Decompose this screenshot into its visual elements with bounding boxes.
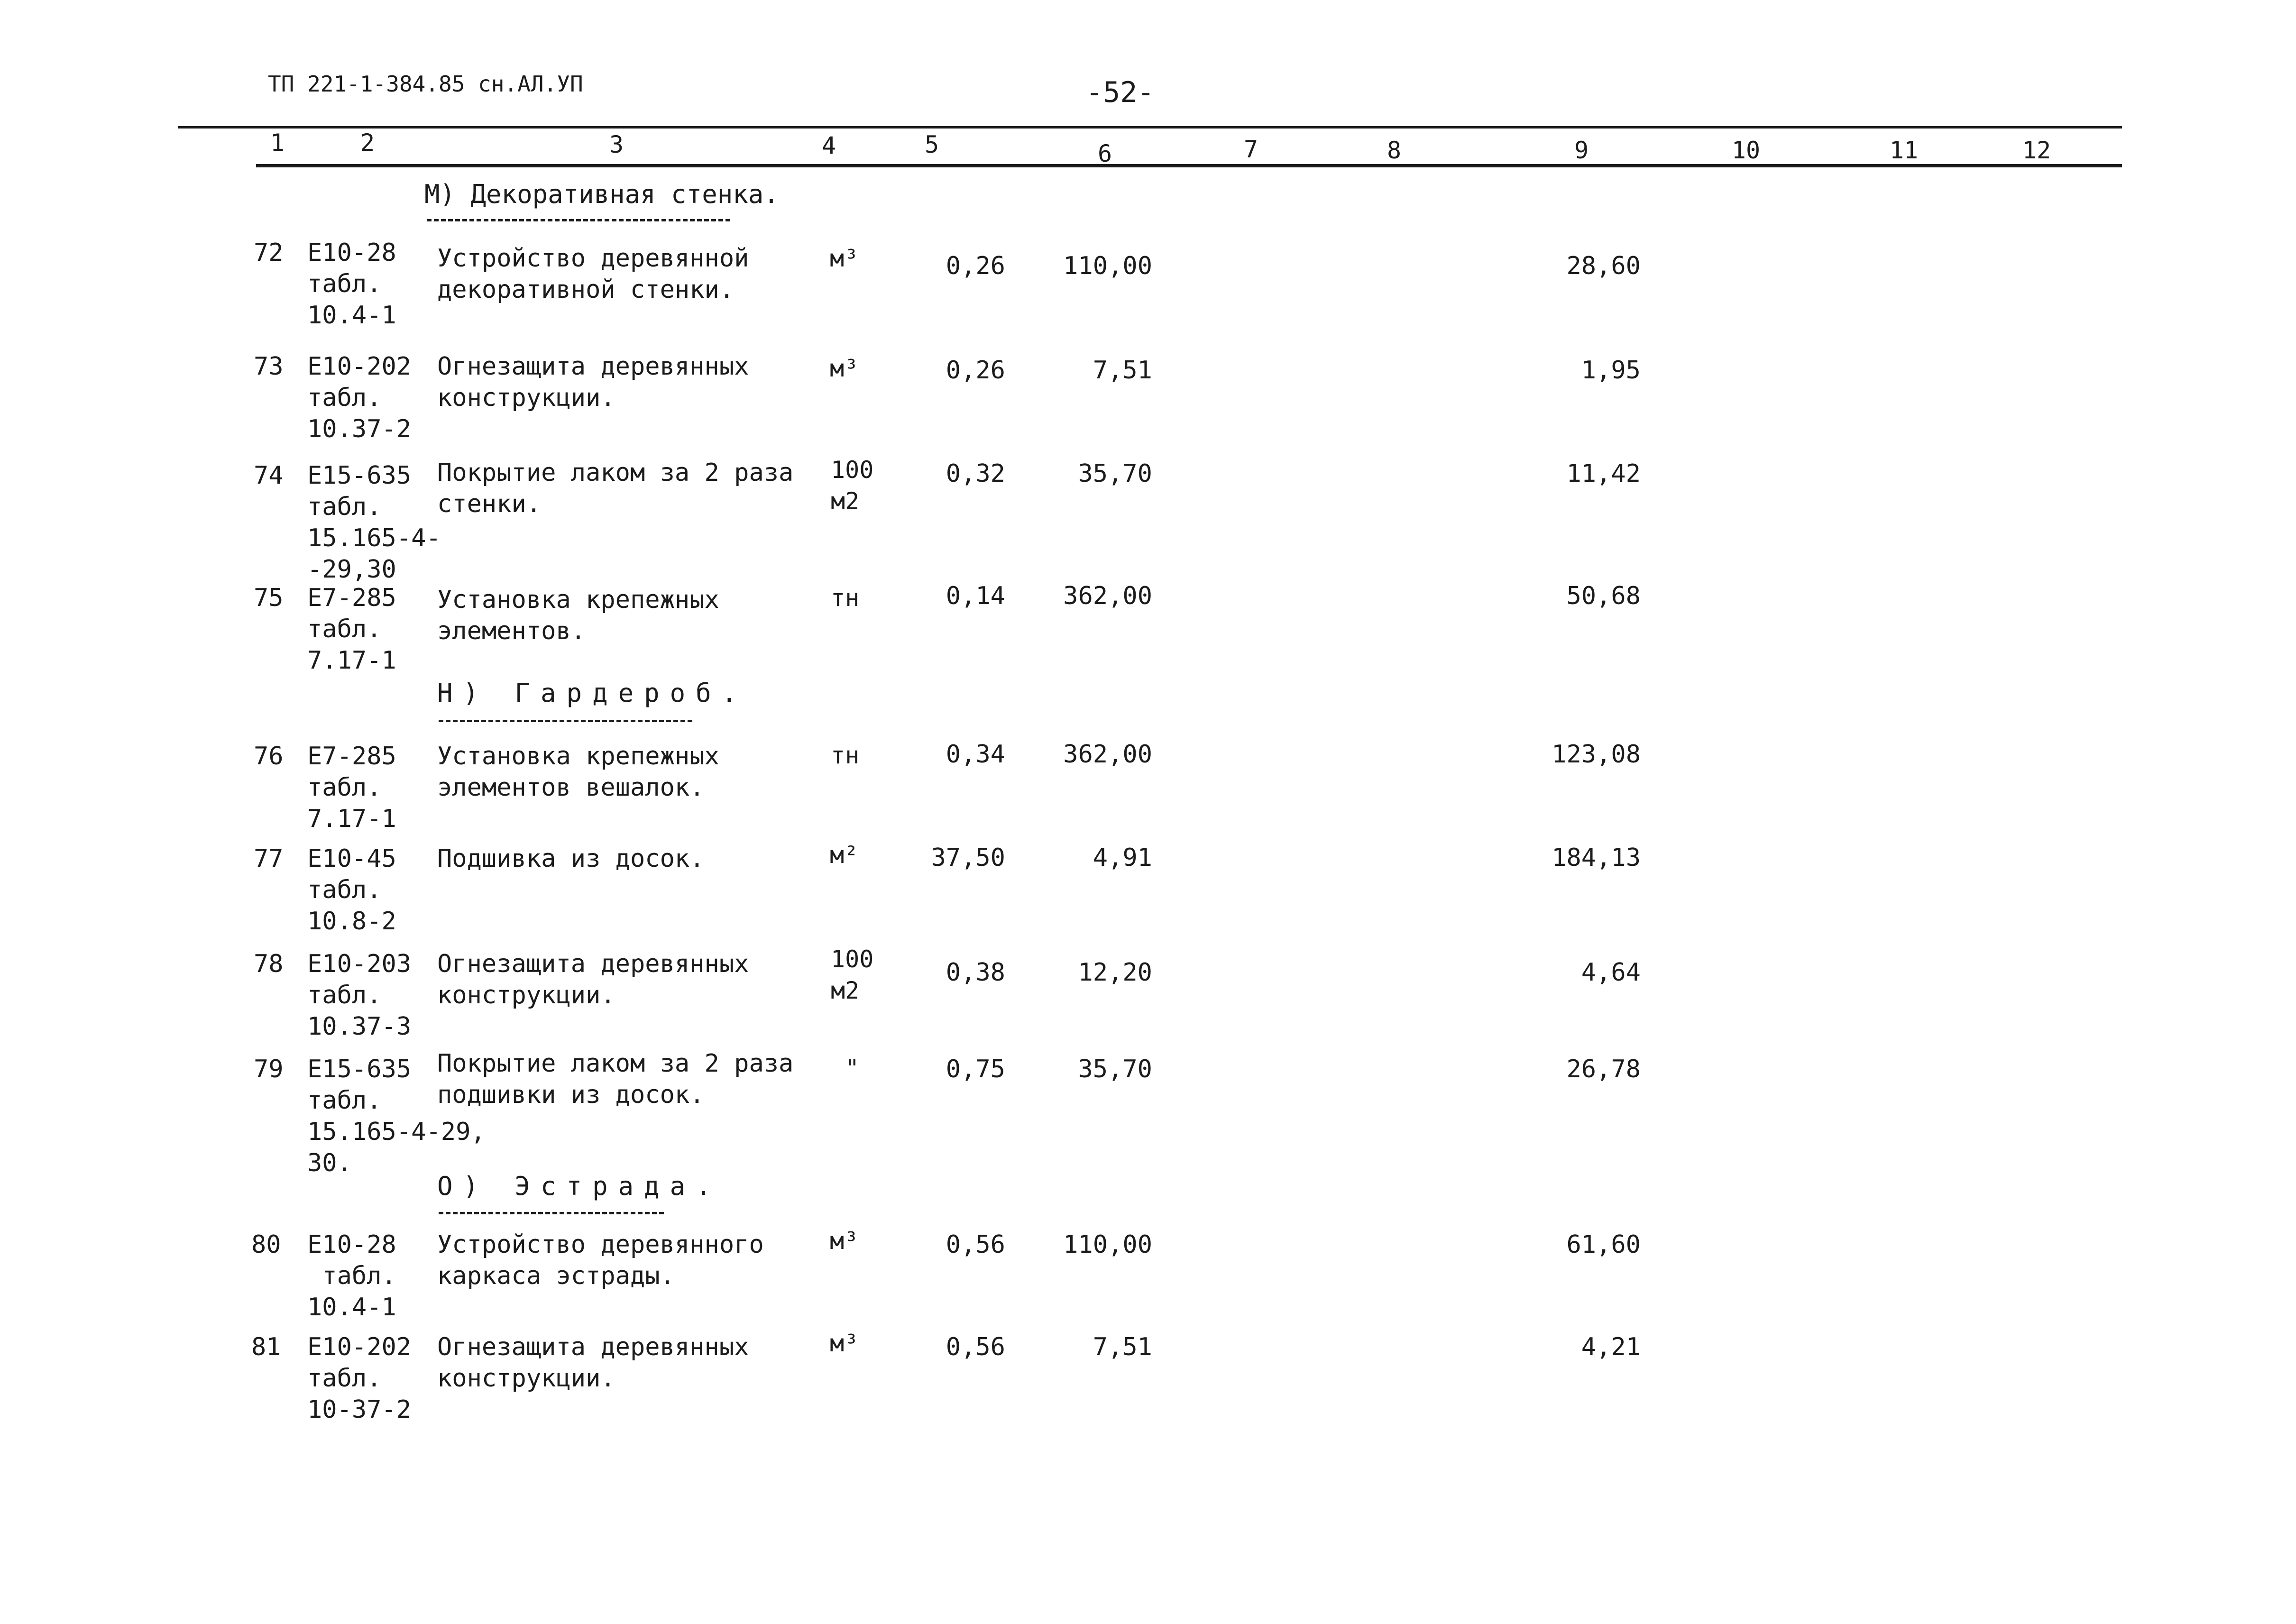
total-cost: 26,78 — [1566, 1055, 1641, 1083]
row-number: 75 — [254, 584, 284, 612]
column-number: 11 — [1889, 137, 1919, 164]
quantity: 0,26 — [946, 356, 1005, 385]
row-number: 79 — [254, 1055, 284, 1083]
quantity: 0,34 — [946, 740, 1005, 769]
column-number: 6 — [1097, 140, 1112, 167]
section-title-n: Н) Гардероб. — [437, 678, 748, 708]
row-number: 76 — [254, 742, 284, 771]
unit-price: 12,20 — [1078, 958, 1152, 987]
work-name: Огнезащита деревянных конструкции. — [437, 352, 749, 412]
section-title-m: М) Декоративная стенка. — [424, 179, 779, 209]
section-underline — [427, 219, 730, 221]
document-code: ТП 221-1-384.85 сн.АЛ.УП — [268, 71, 583, 97]
total-cost: 11,42 — [1566, 459, 1641, 488]
column-number: 5 — [924, 131, 939, 158]
work-name: Подшивка из досок. — [437, 844, 705, 873]
quantity: 37,50 — [931, 844, 1005, 872]
column-number: 12 — [2022, 137, 2051, 164]
work-name: Установка крепежных элементов вешалок. — [437, 742, 719, 802]
norm-code: Е7-285 табл. 7.17-1 — [307, 584, 396, 675]
column-number: 1 — [270, 129, 285, 156]
unit: тн — [831, 584, 860, 612]
unit: м³ — [830, 1330, 859, 1357]
column-number: 10 — [1731, 137, 1761, 164]
column-number: 4 — [821, 132, 836, 159]
total-cost: 50,68 — [1566, 582, 1641, 610]
norm-code: Е10-45 табл. 10.8-2 — [307, 844, 396, 936]
quantity: 0,56 — [946, 1333, 1005, 1361]
row-number: 78 — [254, 950, 284, 978]
unit: м³ — [830, 245, 859, 272]
unit-price: 362,00 — [1063, 740, 1152, 769]
total-cost: 1,95 — [1581, 356, 1641, 385]
unit: м³ — [830, 355, 859, 382]
row-number: 77 — [254, 844, 284, 873]
total-cost: 123,08 — [1552, 740, 1641, 769]
quantity: 0,26 — [946, 252, 1005, 280]
column-number: 2 — [360, 129, 375, 156]
unit-price: 7,51 — [1093, 1333, 1152, 1361]
norm-code: Е10-28 табл. 10.4-1 — [307, 239, 396, 330]
total-cost: 61,60 — [1566, 1230, 1641, 1259]
work-name: Установка крепежных элементов. — [437, 586, 719, 645]
quantity: 0,14 — [946, 582, 1005, 610]
column-number: 3 — [609, 131, 624, 158]
page-number: -52- — [1086, 76, 1155, 109]
unit: м² — [830, 841, 859, 869]
norm-code: Е7-285 табл. 7.17-1 — [307, 742, 396, 833]
unit-price: 362,00 — [1063, 582, 1152, 610]
unit-price: 35,70 — [1078, 1055, 1152, 1083]
column-number: 8 — [1387, 137, 1402, 164]
norm-code: Е10-202 табл. 10-37-2 — [307, 1333, 412, 1424]
total-cost: 4,21 — [1581, 1333, 1641, 1361]
work-name: Устройство деревянного каркаса эстрады. — [437, 1230, 764, 1290]
unit: " — [845, 1055, 860, 1082]
total-cost: 184,13 — [1552, 844, 1641, 872]
norm-code: Е10-202 табл. 10.37-2 — [307, 352, 412, 443]
unit: 100 м2 — [831, 456, 874, 515]
section-underline — [439, 720, 692, 722]
work-name: Устройство деревянной декоративной стенки. — [437, 244, 749, 304]
column-number: 7 — [1243, 136, 1258, 163]
section-underline — [439, 1212, 664, 1214]
total-cost: 28,60 — [1566, 252, 1641, 280]
work-name: Огнезащита деревянных конструкции. — [437, 1333, 749, 1393]
work-name: Покрытие лаком за 2 раза подшивки из досок. — [437, 1049, 794, 1109]
row-number: 72 — [254, 239, 284, 267]
row-number: 73 — [254, 352, 284, 381]
unit: 100 м2 — [831, 945, 874, 1004]
norm-code: Е15-635 табл. 15.165-4- -29,30 — [307, 461, 441, 584]
work-name: Покрытие лаком за 2 раза стенки. — [437, 459, 794, 518]
unit-price: 4,91 — [1093, 844, 1152, 872]
row-number: 80 — [251, 1230, 281, 1259]
quantity: 0,56 — [946, 1230, 1005, 1259]
quantity: 0,75 — [946, 1055, 1005, 1083]
total-cost: 4,64 — [1581, 958, 1641, 987]
table-header-rule — [256, 164, 2122, 167]
unit-price: 110,00 — [1063, 252, 1152, 280]
unit-price: 35,70 — [1078, 459, 1152, 488]
norm-code: Е15-635 табл. 15.165-4-29, 30. — [307, 1055, 486, 1177]
quantity: 0,38 — [946, 958, 1005, 987]
row-number: 81 — [251, 1333, 281, 1361]
unit: тн — [831, 742, 860, 769]
unit-price: 7,51 — [1093, 356, 1152, 385]
row-number: 74 — [254, 461, 284, 490]
section-title-o: О) Эстрада. — [437, 1171, 722, 1201]
unit: м³ — [830, 1227, 859, 1255]
work-name: Огнезащита деревянных конструкции. — [437, 950, 749, 1009]
unit-price: 110,00 — [1063, 1230, 1152, 1259]
quantity: 0,32 — [946, 459, 1005, 488]
norm-code: Е10-203 табл. 10.37-3 — [307, 950, 412, 1041]
table-top-rule — [178, 126, 2122, 128]
norm-code: Е10-28 табл. 10.4-1 — [307, 1230, 396, 1321]
column-number: 9 — [1574, 137, 1589, 164]
